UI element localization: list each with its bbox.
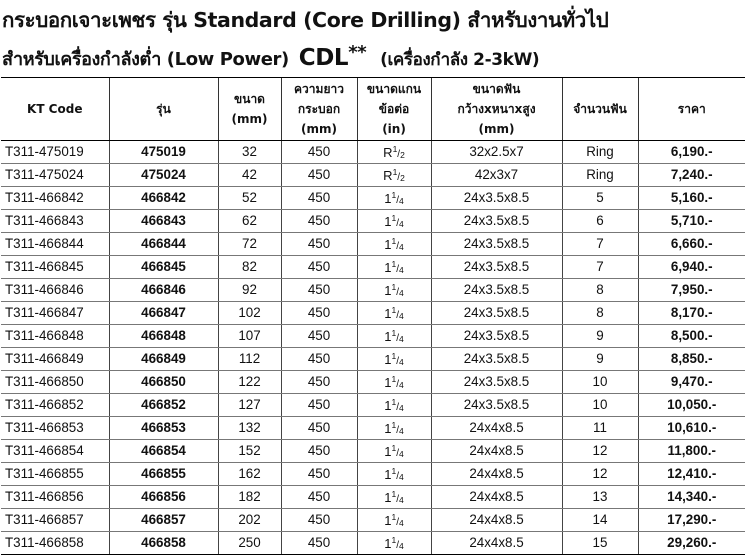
power-note: (เครื่องกำลัง 2-3kW)	[380, 50, 540, 70]
shaft-fraction: $1^1/_4$	[384, 397, 404, 413]
cell-length: 450	[281, 187, 357, 210]
header-label-line: ขนาด	[234, 92, 265, 106]
header-model	[109, 78, 218, 141]
header-label-line: ขนาดแกน	[366, 82, 422, 96]
header-label-line: กระบอก	[297, 102, 341, 116]
cell-model: 466855	[109, 463, 218, 486]
cell-length: 450	[281, 486, 357, 509]
header-size	[218, 78, 281, 141]
shaft-fraction: $1^1/_4$	[384, 190, 404, 206]
header-kt-code	[1, 78, 109, 141]
cell-shaft	[357, 279, 431, 302]
cell-kt-code: T311-466855	[1, 463, 109, 486]
header-label-line: ความยาว	[294, 82, 344, 96]
cell-model: 466845	[109, 256, 218, 279]
cell-teeth-count: 13	[562, 486, 638, 509]
cell-teeth-dim: 32x2.5x7	[431, 141, 562, 164]
table-row	[1, 417, 745, 440]
cell-model: 466842	[109, 187, 218, 210]
cell-kt-code: T311-466847	[1, 302, 109, 325]
cell-size: 82	[218, 256, 281, 279]
cell-shaft	[357, 417, 431, 440]
cell-kt-code: T311-466857	[1, 509, 109, 532]
cell-size: 202	[218, 509, 281, 532]
cell-size: 127	[218, 394, 281, 417]
table-row	[1, 394, 745, 417]
header-label-line: รุ่น	[156, 102, 171, 116]
shaft-fraction: $1^1/_4$	[384, 466, 404, 482]
cell-teeth-dim: 24x4x8.5	[431, 463, 562, 486]
table-row	[1, 302, 745, 325]
model-series-suffix: **	[348, 42, 367, 63]
cell-kt-code: T311-475024	[1, 164, 109, 187]
cell-model: 466853	[109, 417, 218, 440]
cell-shaft	[357, 233, 431, 256]
cell-size: 92	[218, 279, 281, 302]
cell-shaft	[357, 440, 431, 463]
cell-length: 450	[281, 532, 357, 555]
cell-size: 62	[218, 210, 281, 233]
cell-price: 7,240.-	[638, 164, 745, 187]
cell-teeth-count: Ring	[562, 141, 638, 164]
cell-teeth-dim: 24x4x8.5	[431, 440, 562, 463]
cell-price: 17,290.-	[638, 509, 745, 532]
cell-teeth-dim: 42x3x7	[431, 164, 562, 187]
cell-size: 112	[218, 348, 281, 371]
cell-model: 466848	[109, 325, 218, 348]
cell-teeth-count: 10	[562, 394, 638, 417]
cell-teeth-dim: 24x3.5x8.5	[431, 302, 562, 325]
table-row	[1, 509, 745, 532]
shaft-fraction: $1^1/_4$	[384, 443, 404, 459]
cell-length: 450	[281, 394, 357, 417]
cell-teeth-dim: 24x4x8.5	[431, 417, 562, 440]
cell-teeth-count: 7	[562, 256, 638, 279]
cell-length: 450	[281, 210, 357, 233]
cell-teeth-count: 12	[562, 440, 638, 463]
cell-teeth-count: 8	[562, 302, 638, 325]
cell-model: 466846	[109, 279, 218, 302]
cell-teeth-dim: 24x4x8.5	[431, 486, 562, 509]
table-body	[1, 141, 745, 555]
shaft-fraction: $1^1/_4$	[384, 374, 404, 390]
cell-price: 6,940.-	[638, 256, 745, 279]
cell-size: 162	[218, 463, 281, 486]
header-label-line: ราคา	[677, 102, 706, 116]
cell-kt-code: T311-466853	[1, 417, 109, 440]
page-title: กระบอกเจาะเพชร รุ่น Standard (Core Drilling) สำหรับงานทั่วไป	[2, 8, 609, 32]
cell-teeth-count: 11	[562, 417, 638, 440]
table-row	[1, 325, 745, 348]
cell-shaft	[357, 463, 431, 486]
cell-length: 450	[281, 325, 357, 348]
cell-model: 466852	[109, 394, 218, 417]
cell-model: 466844	[109, 233, 218, 256]
cell-teeth-count: 9	[562, 348, 638, 371]
header-label-line: (mm)	[231, 112, 268, 126]
table-row	[1, 371, 745, 394]
cell-kt-code: T311-466846	[1, 279, 109, 302]
shaft-fraction: $1^1/_4$	[384, 282, 404, 298]
cell-teeth-count: 14	[562, 509, 638, 532]
shaft-fraction: $1^1/_4$	[384, 535, 404, 551]
cell-teeth-count: 6	[562, 210, 638, 233]
header-label-line: จำนวนฟัน	[573, 102, 627, 116]
cell-teeth-count: 10	[562, 371, 638, 394]
cell-model: 475024	[109, 164, 218, 187]
page-subtitle	[2, 42, 746, 73]
cell-teeth-dim: 24x3.5x8.5	[431, 187, 562, 210]
cell-price: 8,850.-	[638, 348, 745, 371]
cell-model: 466858	[109, 532, 218, 555]
cell-size: 132	[218, 417, 281, 440]
cell-kt-code: T311-466842	[1, 187, 109, 210]
cell-price: 9,470.-	[638, 371, 745, 394]
cell-teeth-dim: 24x3.5x8.5	[431, 233, 562, 256]
cell-shaft	[357, 371, 431, 394]
cell-length: 450	[281, 371, 357, 394]
cell-shaft	[357, 302, 431, 325]
table-row	[1, 210, 745, 233]
table-row	[1, 532, 745, 555]
table-row	[1, 187, 745, 210]
cell-length: 450	[281, 302, 357, 325]
cell-kt-code: T311-466844	[1, 233, 109, 256]
shaft-fraction: $1^1/_4$	[384, 305, 404, 321]
cell-length: 450	[281, 279, 357, 302]
cell-shaft	[357, 210, 431, 233]
shaft-fraction: $1^1/_4$	[384, 351, 404, 367]
cell-teeth-count: 12	[562, 463, 638, 486]
cell-length: 450	[281, 348, 357, 371]
cell-model: 475019	[109, 141, 218, 164]
cell-shaft	[357, 256, 431, 279]
cell-teeth-dim: 24x3.5x8.5	[431, 256, 562, 279]
header-label-line: KT Code	[27, 102, 83, 116]
header-shaft	[357, 78, 431, 141]
cell-length: 450	[281, 509, 357, 532]
cell-price: 5,160.-	[638, 187, 745, 210]
cell-price: 14,340.-	[638, 486, 745, 509]
cell-kt-code: T311-466854	[1, 440, 109, 463]
cell-shaft	[357, 325, 431, 348]
cell-size: 182	[218, 486, 281, 509]
table-row	[1, 233, 745, 256]
cell-model: 466857	[109, 509, 218, 532]
header-label-line: กว้างxหนาxสูง	[457, 102, 536, 116]
cell-teeth-dim: 24x3.5x8.5	[431, 325, 562, 348]
spec-table	[1, 77, 745, 555]
cell-price: 7,950.-	[638, 279, 745, 302]
header-label-line: ข้อต่อ	[378, 102, 410, 116]
cell-size: 102	[218, 302, 281, 325]
table-row	[1, 486, 745, 509]
cell-shaft	[357, 486, 431, 509]
table-row	[1, 348, 745, 371]
cell-teeth-dim: 24x3.5x8.5	[431, 371, 562, 394]
cell-kt-code: T311-466856	[1, 486, 109, 509]
model-series	[298, 42, 367, 71]
cell-shaft	[357, 394, 431, 417]
cell-model: 466856	[109, 486, 218, 509]
cell-model: 466849	[109, 348, 218, 371]
cell-teeth-count: Ring	[562, 164, 638, 187]
header-label-line: (mm)	[301, 122, 337, 136]
header-price	[638, 78, 745, 141]
table-row	[1, 463, 745, 486]
header-label-line: ขนาดฟัน	[472, 82, 521, 96]
cell-teeth-dim: 24x4x8.5	[431, 509, 562, 532]
cell-size: 52	[218, 187, 281, 210]
cell-size: 32	[218, 141, 281, 164]
cell-kt-code: T311-466845	[1, 256, 109, 279]
cell-price: 5,710.-	[638, 210, 745, 233]
cell-length: 450	[281, 417, 357, 440]
header-teeth-dim	[431, 78, 562, 141]
cell-shaft	[357, 509, 431, 532]
cell-length: 450	[281, 233, 357, 256]
shaft-fraction: $1^1/_4$	[384, 512, 404, 528]
cell-kt-code: T311-466850	[1, 371, 109, 394]
cell-kt-code: T311-466843	[1, 210, 109, 233]
cell-price: 29,260.-	[638, 532, 745, 555]
cell-model: 466843	[109, 210, 218, 233]
cell-price: 8,500.-	[638, 325, 745, 348]
cell-kt-code: T311-466858	[1, 532, 109, 555]
cell-size: 72	[218, 233, 281, 256]
shaft-fraction: $1^1/_4$	[384, 236, 404, 252]
table-row	[1, 440, 745, 463]
cell-size: 122	[218, 371, 281, 394]
cell-kt-code: T311-466848	[1, 325, 109, 348]
shaft-fraction: $1^1/_4$	[384, 259, 404, 275]
cell-teeth-dim: 24x3.5x8.5	[431, 210, 562, 233]
cell-length: 450	[281, 440, 357, 463]
cell-price: 11,800.-	[638, 440, 745, 463]
cell-shaft	[357, 164, 431, 187]
cell-teeth-count: 8	[562, 279, 638, 302]
table-row	[1, 164, 745, 187]
header-label-line: (in)	[382, 122, 406, 136]
cell-price: 12,410.-	[638, 463, 745, 486]
cell-price: 6,660.-	[638, 233, 745, 256]
cell-model: 466847	[109, 302, 218, 325]
shaft-fraction: $1^1/_4$	[384, 213, 404, 229]
cell-length: 450	[281, 463, 357, 486]
cell-teeth-dim: 24x3.5x8.5	[431, 348, 562, 371]
cell-teeth-count: 5	[562, 187, 638, 210]
cell-length: 450	[281, 164, 357, 187]
cell-shaft	[357, 348, 431, 371]
shaft-fraction: $R^1/_2$	[383, 167, 405, 183]
shaft-fraction: $1^1/_4$	[384, 328, 404, 344]
table-header-row	[1, 78, 745, 141]
cell-size: 42	[218, 164, 281, 187]
cell-length: 450	[281, 141, 357, 164]
cell-price: 10,050.-	[638, 394, 745, 417]
cell-size: 152	[218, 440, 281, 463]
table-row	[1, 141, 745, 164]
subtitle-text: สำหรับเครื่องกำลังต่ำ (Low Power)	[2, 49, 289, 70]
header-label-line: (mm)	[478, 122, 515, 136]
cell-model: 466854	[109, 440, 218, 463]
cell-teeth-count: 7	[562, 233, 638, 256]
header-length	[281, 78, 357, 141]
cell-price: 10,610.-	[638, 417, 745, 440]
cell-length: 450	[281, 256, 357, 279]
cell-kt-code: T311-466849	[1, 348, 109, 371]
table-row	[1, 279, 745, 302]
cell-teeth-dim: 24x4x8.5	[431, 532, 562, 555]
cell-shaft	[357, 141, 431, 164]
cell-shaft	[357, 187, 431, 210]
shaft-fraction: $1^1/_4$	[384, 420, 404, 436]
cell-price: 8,170.-	[638, 302, 745, 325]
shaft-fraction: $1^1/_4$	[384, 489, 404, 505]
cell-size: 250	[218, 532, 281, 555]
model-series-name: CDL	[298, 45, 349, 71]
cell-teeth-dim: 24x3.5x8.5	[431, 394, 562, 417]
cell-model: 466850	[109, 371, 218, 394]
cell-teeth-dim: 24x3.5x8.5	[431, 279, 562, 302]
cell-kt-code: T311-475019	[1, 141, 109, 164]
table-row	[1, 256, 745, 279]
header-teeth-count	[562, 78, 638, 141]
cell-price: 6,190.-	[638, 141, 745, 164]
shaft-fraction: $R^1/_2$	[383, 144, 405, 160]
cell-teeth-count: 9	[562, 325, 638, 348]
cell-kt-code: T311-466852	[1, 394, 109, 417]
cell-teeth-count: 15	[562, 532, 638, 555]
cell-shaft	[357, 532, 431, 555]
cell-size: 107	[218, 325, 281, 348]
